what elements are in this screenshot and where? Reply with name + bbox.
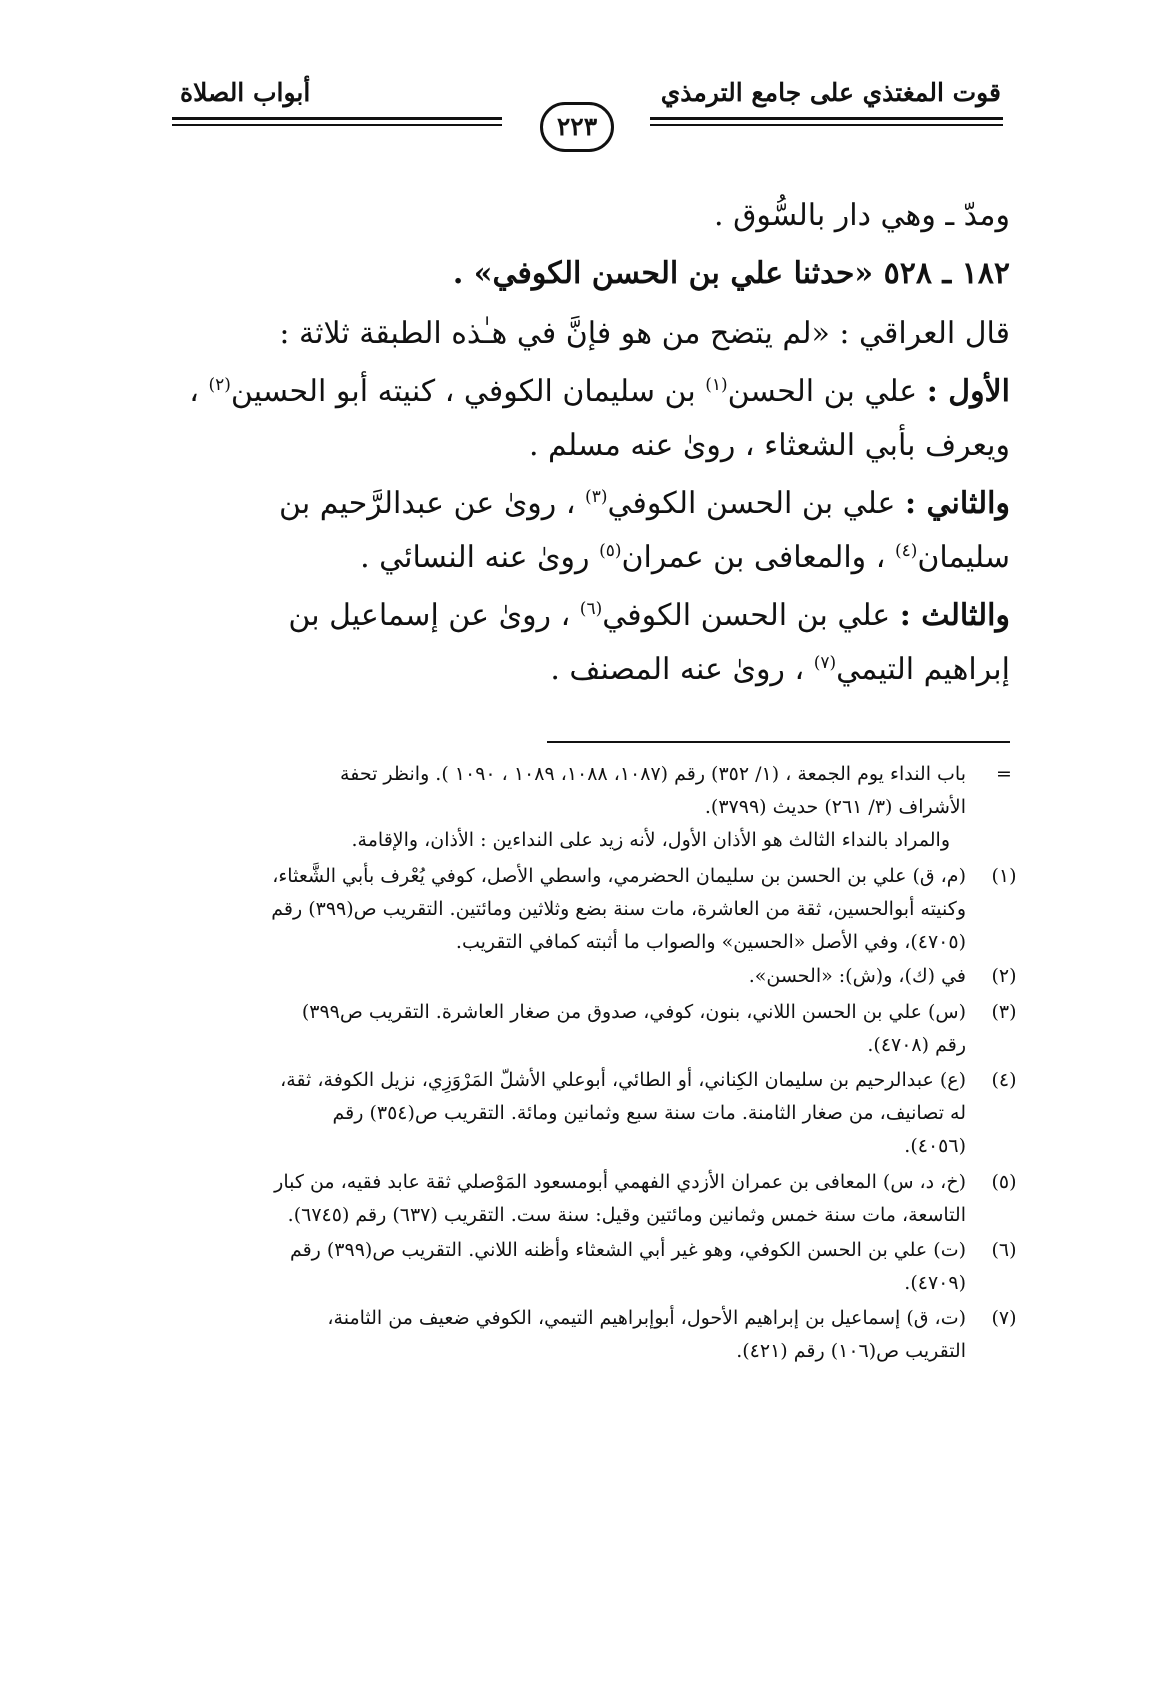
second-label: والثاني :: [904, 486, 1010, 521]
chapter-title-header: أبواب الصلاة: [180, 78, 311, 107]
body-line-9: [180, 652, 1010, 687]
footnote-line: (ت، ق) إسماعيل بن إبراهيم الأحول، أبوإبراهيم التيمي، الكوفي ضعيف من الثامنة،: [327, 1307, 966, 1329]
text-span: إبراهيم التيمي: [836, 652, 1010, 687]
footnote-line: (٤٧٠٩).: [904, 1272, 966, 1294]
footnote-number: (٣): [991, 1001, 1017, 1023]
footnote-line: وكنيته أبوالحسين، ثقة من العاشرة، مات سنة بضع وثلاثين ومائتين. التقريب ص(٣٩٩) رقم: [271, 898, 966, 920]
footnote-ref-6[interactable]: (٦): [579, 599, 603, 619]
text-span: روىٰ عنه النسائي .: [360, 540, 600, 575]
footnote-ref-3[interactable]: (٣): [585, 487, 608, 507]
footnote-line: (٤٧٠٥)، وفي الأصل «الحسين» والصواب ما أثبته كمافي التقريب.: [455, 931, 966, 953]
header-rule-right-thin: [650, 124, 1003, 126]
text-span: ،: [189, 374, 209, 409]
footnote-line: (٤٠٥٦).: [904, 1135, 966, 1157]
first-label: الأول :: [926, 374, 1010, 409]
body-line-4: [180, 374, 1010, 409]
header-rule-right-thick: [650, 117, 1003, 120]
text-span: سليمان: [917, 540, 1010, 575]
footnote-line: (خ، د، س) المعافى بن عمران الأزدي الفهمي أبومسعود المَوْصلي ثقة عابد فقيه، من كبار: [274, 1171, 966, 1193]
footnote-line: التقريب ص(١٠٦) رقم (٤٢١).: [736, 1340, 966, 1362]
footnote-line: والمراد بالنداء الثالث هو الأذان الأول، لأنه زيد على النداءين : الأذان، والإقامة.: [351, 829, 950, 851]
body-line-7: [180, 540, 1010, 575]
footnote-ref-7[interactable]: (٧): [813, 653, 837, 673]
footnote-line: (ع) عبدالرحيم بن سليمان الكِناني، أو الطائي، أبوعلي الأشلّ المَرْوَزِي، نزيل الكوفة، ثقة،: [280, 1069, 966, 1091]
continuation-marker: =: [996, 763, 1012, 785]
footnote-4: [176, 1064, 1017, 1163]
footnote-separator: [547, 741, 1010, 743]
footnote-line: التاسعة، مات سنة خمس وثمانين ومائتين وقيل: سنة ست. التقريب (٦٣٧) رقم (٦٧٤٥).: [287, 1204, 966, 1226]
body-line-6: [180, 486, 1010, 521]
footnote-line: باب النداء يوم الجمعة ، (١/ ٣٥٢) رقم (١٠٨٧، ١٠٨٨، ١٠٨٩ ، ١٠٩٠ ). وانظر تحفة: [340, 763, 966, 785]
footnote-line: (س) علي بن الحسن اللاني، بنون، كوفي، صدوق من صغار العاشرة. التقريب ص٣٩٩): [301, 1001, 966, 1023]
third-label: والثالث :: [899, 598, 1010, 633]
body-line-1: ومدّ ـ وهي دار بالسُّوق .: [714, 198, 1010, 233]
footnote-ref-1[interactable]: (١): [705, 375, 728, 395]
footnote-7: [176, 1302, 1017, 1368]
text-span: ، روىٰ عنه المصنف .: [550, 652, 814, 687]
footnote-number: (٥): [991, 1171, 1017, 1193]
footnote-6: [176, 1234, 1017, 1300]
footnote-number: (٤): [991, 1069, 1017, 1091]
body-line-3: قال العراقي : «لم يتضح من هو فإنَّ في هـٰذه الطبقة ثلاثة :: [279, 316, 1010, 351]
text-span: بن سليمان الكوفي ، كنيته أبو الحسين: [230, 374, 706, 409]
footnote-1: [176, 860, 1017, 959]
footnote-number: (٦): [991, 1239, 1017, 1261]
footnote-number: (١): [991, 865, 1017, 887]
footnote-line: (م، ق) علي بن الحسن بن سليمان الحضرمي، واسطي الأصل، كوفي يُعْرف بأبي الشَّعثاء،: [272, 865, 966, 887]
footnote-ref-2[interactable]: (٢): [208, 375, 231, 395]
text-span: علي بن الحسن: [727, 374, 927, 409]
footnote-number: (٧): [991, 1307, 1017, 1329]
text-span: علي بن الحسن الكوفي: [602, 598, 900, 633]
footnote-line: الأشراف (٣/ ٢٦١) حديث (٣٧٩٩).: [704, 796, 966, 818]
footnote-2: [176, 960, 1017, 993]
footnote-ref-5[interactable]: (٥): [599, 541, 622, 561]
book-title-header: قوت المغتذي على جامع الترمذي: [660, 78, 1001, 107]
footnote-line: في (ك)، و(ش): «الحسن».: [748, 965, 966, 987]
footnote-5: [176, 1166, 1017, 1232]
text-span: ، روىٰ عن عبدالرَّحيم بن: [279, 486, 586, 521]
text-span: علي بن الحسن الكوفي: [607, 486, 905, 521]
body-line-5: ويعرف بأبي الشعثاء ، روىٰ عنه مسلم .: [528, 428, 1010, 463]
body-line-8: [180, 598, 1010, 633]
text-span: ، والمعافى بن عمران: [621, 540, 895, 575]
footnote-line: رقم (٤٧٠٨).: [867, 1034, 966, 1056]
header-rule-left-thin: [172, 124, 502, 126]
header-rule-left-thick: [172, 117, 502, 120]
footnote-3: [176, 996, 1017, 1062]
footnote-line: (ت) علي بن الحسن الكوفي، وهو غير أبي الشعثاء وأظنه اللاني. التقريب ص(٣٩٩) رقم: [289, 1239, 966, 1261]
text-span: ، روىٰ عن إسماعيل بن: [288, 598, 580, 633]
footnote-continuation: [176, 758, 1012, 857]
hadith-heading: ١٨٢ ـ ٥٢٨ «حدثنا علي بن الحسن الكوفي» .: [452, 256, 1010, 291]
footnote-line: له تصانيف، من صغار الثامنة. مات سنة سبع وثمانين ومائة. التقريب ص(٣٥٤) رقم: [332, 1102, 966, 1124]
page-number: ٢٢٣: [540, 102, 614, 152]
footnote-number: (٢): [991, 965, 1017, 987]
footnote-ref-4[interactable]: (٤): [894, 541, 918, 561]
